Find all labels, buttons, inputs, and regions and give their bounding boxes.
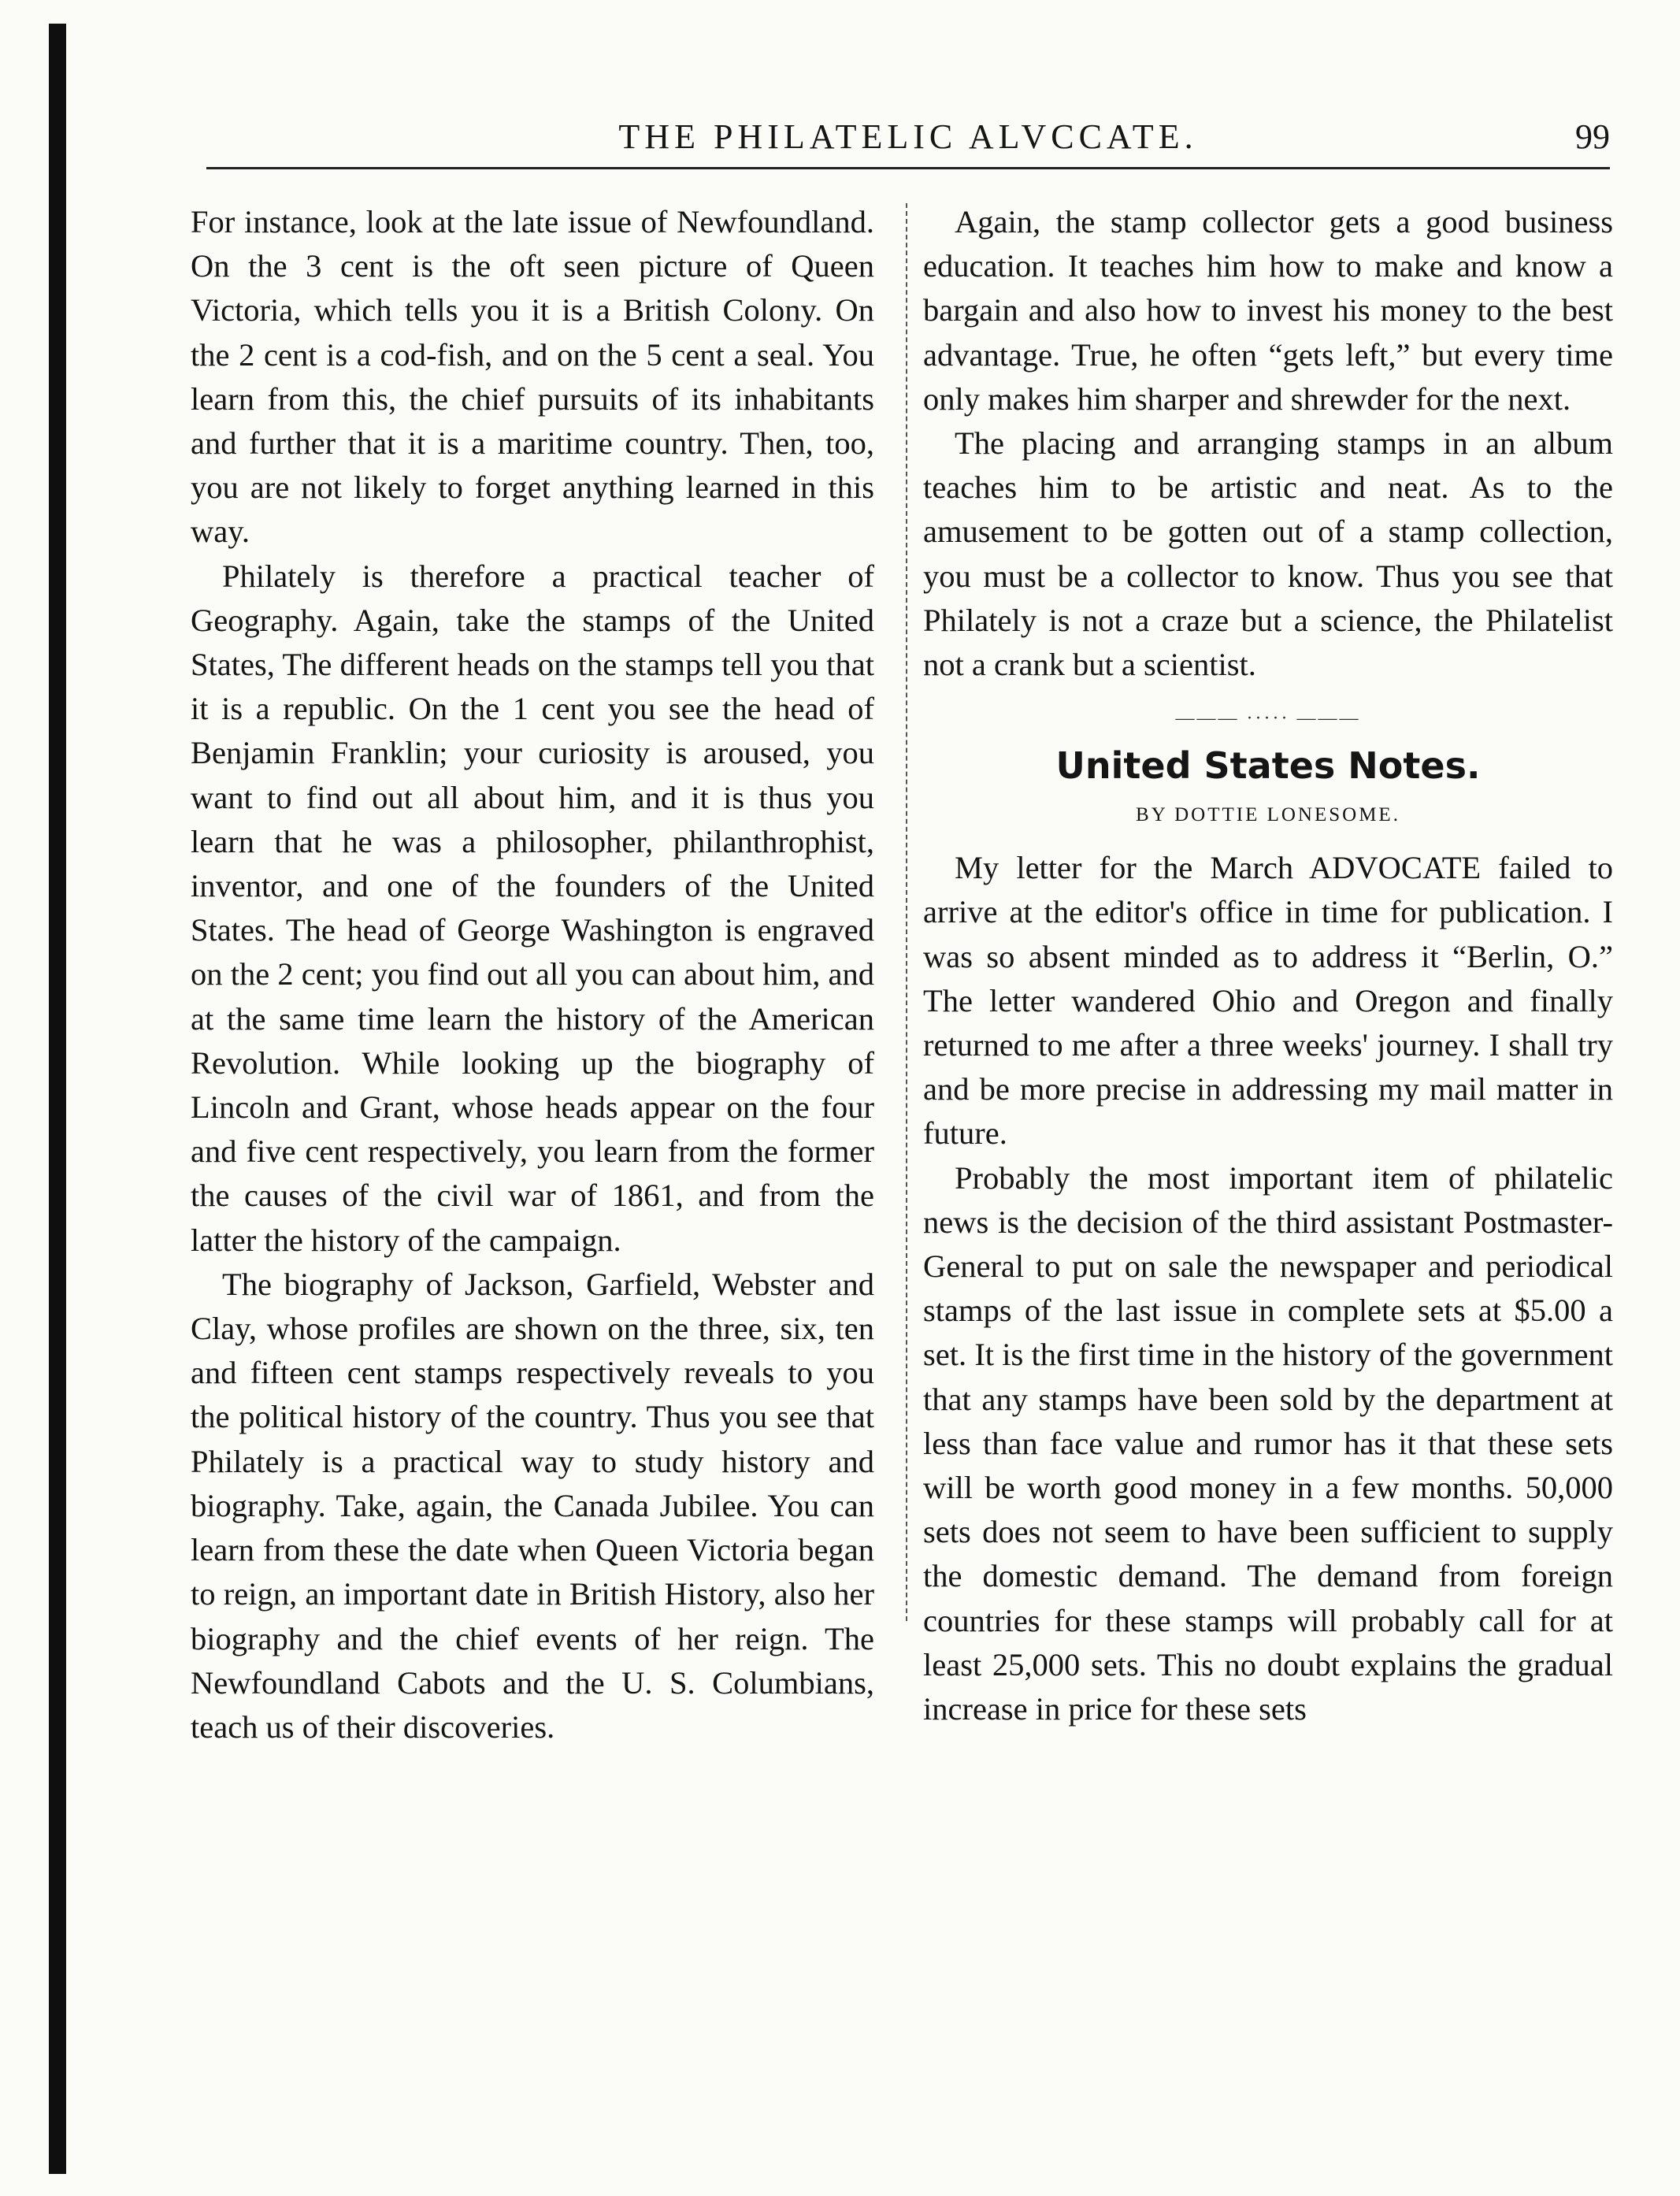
column-divider <box>906 203 907 1621</box>
left-column <box>191 200 874 1749</box>
running-header <box>206 110 1610 169</box>
paragraph: Philately is therefore a practical teacher of Geography. Again, take the stamps of the United States, The different heads on the stamps tell you that it is a republic. On the 1 cent you see the head of Benjamin Franklin; your curiosity is aroused, you want to find out all about him, and it is thus you learn that he was a philosopher, philanthrophist, inventor, and one of the founders of the United States. The head of George Washington is engraved on the 2 cent; you find out all you can about him, and at the same time learn the history of the American Revolution. While looking up the biography of Lincoln and Grant, whose heads appear on the four and five cent respectively, you learn from the former the causes of the civil war of 1861, and from the latter the history of the campaign. <box>191 558 874 1258</box>
section-ornament: ——— ····· ——— <box>1175 708 1361 729</box>
paragraph: The biography of Jackson, Garfield, Webster and Clay, whose profiles are shown on the three, six, ten and fifteen cent stamps respectively reveals to you the political history of the country. Thus you see that Philately is a practical way to study history and biography. Take, again, the Canada Jubilee. You can learn from these the date when Queen Victoria began to reign, an important date in British History, also her biography and the chief events of her reign. The Newfoundland Cabots and the U. S. Columbians, teach us of their discoveries. <box>191 1266 874 1745</box>
section-title: United States Notes. <box>1055 744 1481 788</box>
page-number: 99 <box>1575 117 1610 156</box>
journal-title: THE PHILATELIC ALVCCATE. <box>618 117 1198 156</box>
paragraph: Probably the most important item of philatelic news is the decision of the third assistant Postmaster-General to put on sale the newspaper and periodical stamps of the last issue in complete sets at $5.00 a set. It is the first time in the history of the government that any stamps have been sold by the department at less than face value and rumor has it that these sets will be worth good money in a few months. 50,000 sets does not seem to have been sufficient to supply the domestic demand. The demand from foreign countries for these stamps will probably call for at least 25,000 sets. This no doubt explains the gradual increase in price for these sets <box>923 1159 1613 1727</box>
paragraph: The placing and arranging stamps in an album teaches him to be artistic and neat. As to the amusement to be gotten out of a stamp collection, you must be a collector to know. Thus you see that Philately is not a craze but a science, the Philatelist not a crank but a scientist. <box>923 425 1613 683</box>
right-column <box>923 200 1613 1731</box>
byline: BY DOTTIE LONESOME. <box>1136 804 1400 826</box>
paragraph: My letter for the March ADVOCATE failed to arrive at the editor's office in time for publication. I was so absent minded as to address it “Berlin, O.” The letter wandered Ohio and Oregon and finally returned to me after a three weeks' journey. I shall try and be more precise in addressing my mail matter in future. <box>923 850 1613 1152</box>
paragraph: For instance, look at the late issue of Newfoundland. On the 3 cent is the oft seen picture of Queen Victoria, which tells you it is a British Colony. On the 2 cent is a cod-fish, and on the 5 cent a seal. You learn from this, the chief pursuits of its inhabitants and further that it is a maritime country. Then, too, you are not likely to forget anything learned in this way. <box>191 204 874 550</box>
page-edge-bar <box>49 24 66 2174</box>
paragraph: Again, the stamp collector gets a good business education. It teaches him how to make and know a bargain and also how to invest his money to the best advantage. True, he often “gets left,” but every time only makes him sharper and shrewder for the next. <box>923 204 1613 417</box>
